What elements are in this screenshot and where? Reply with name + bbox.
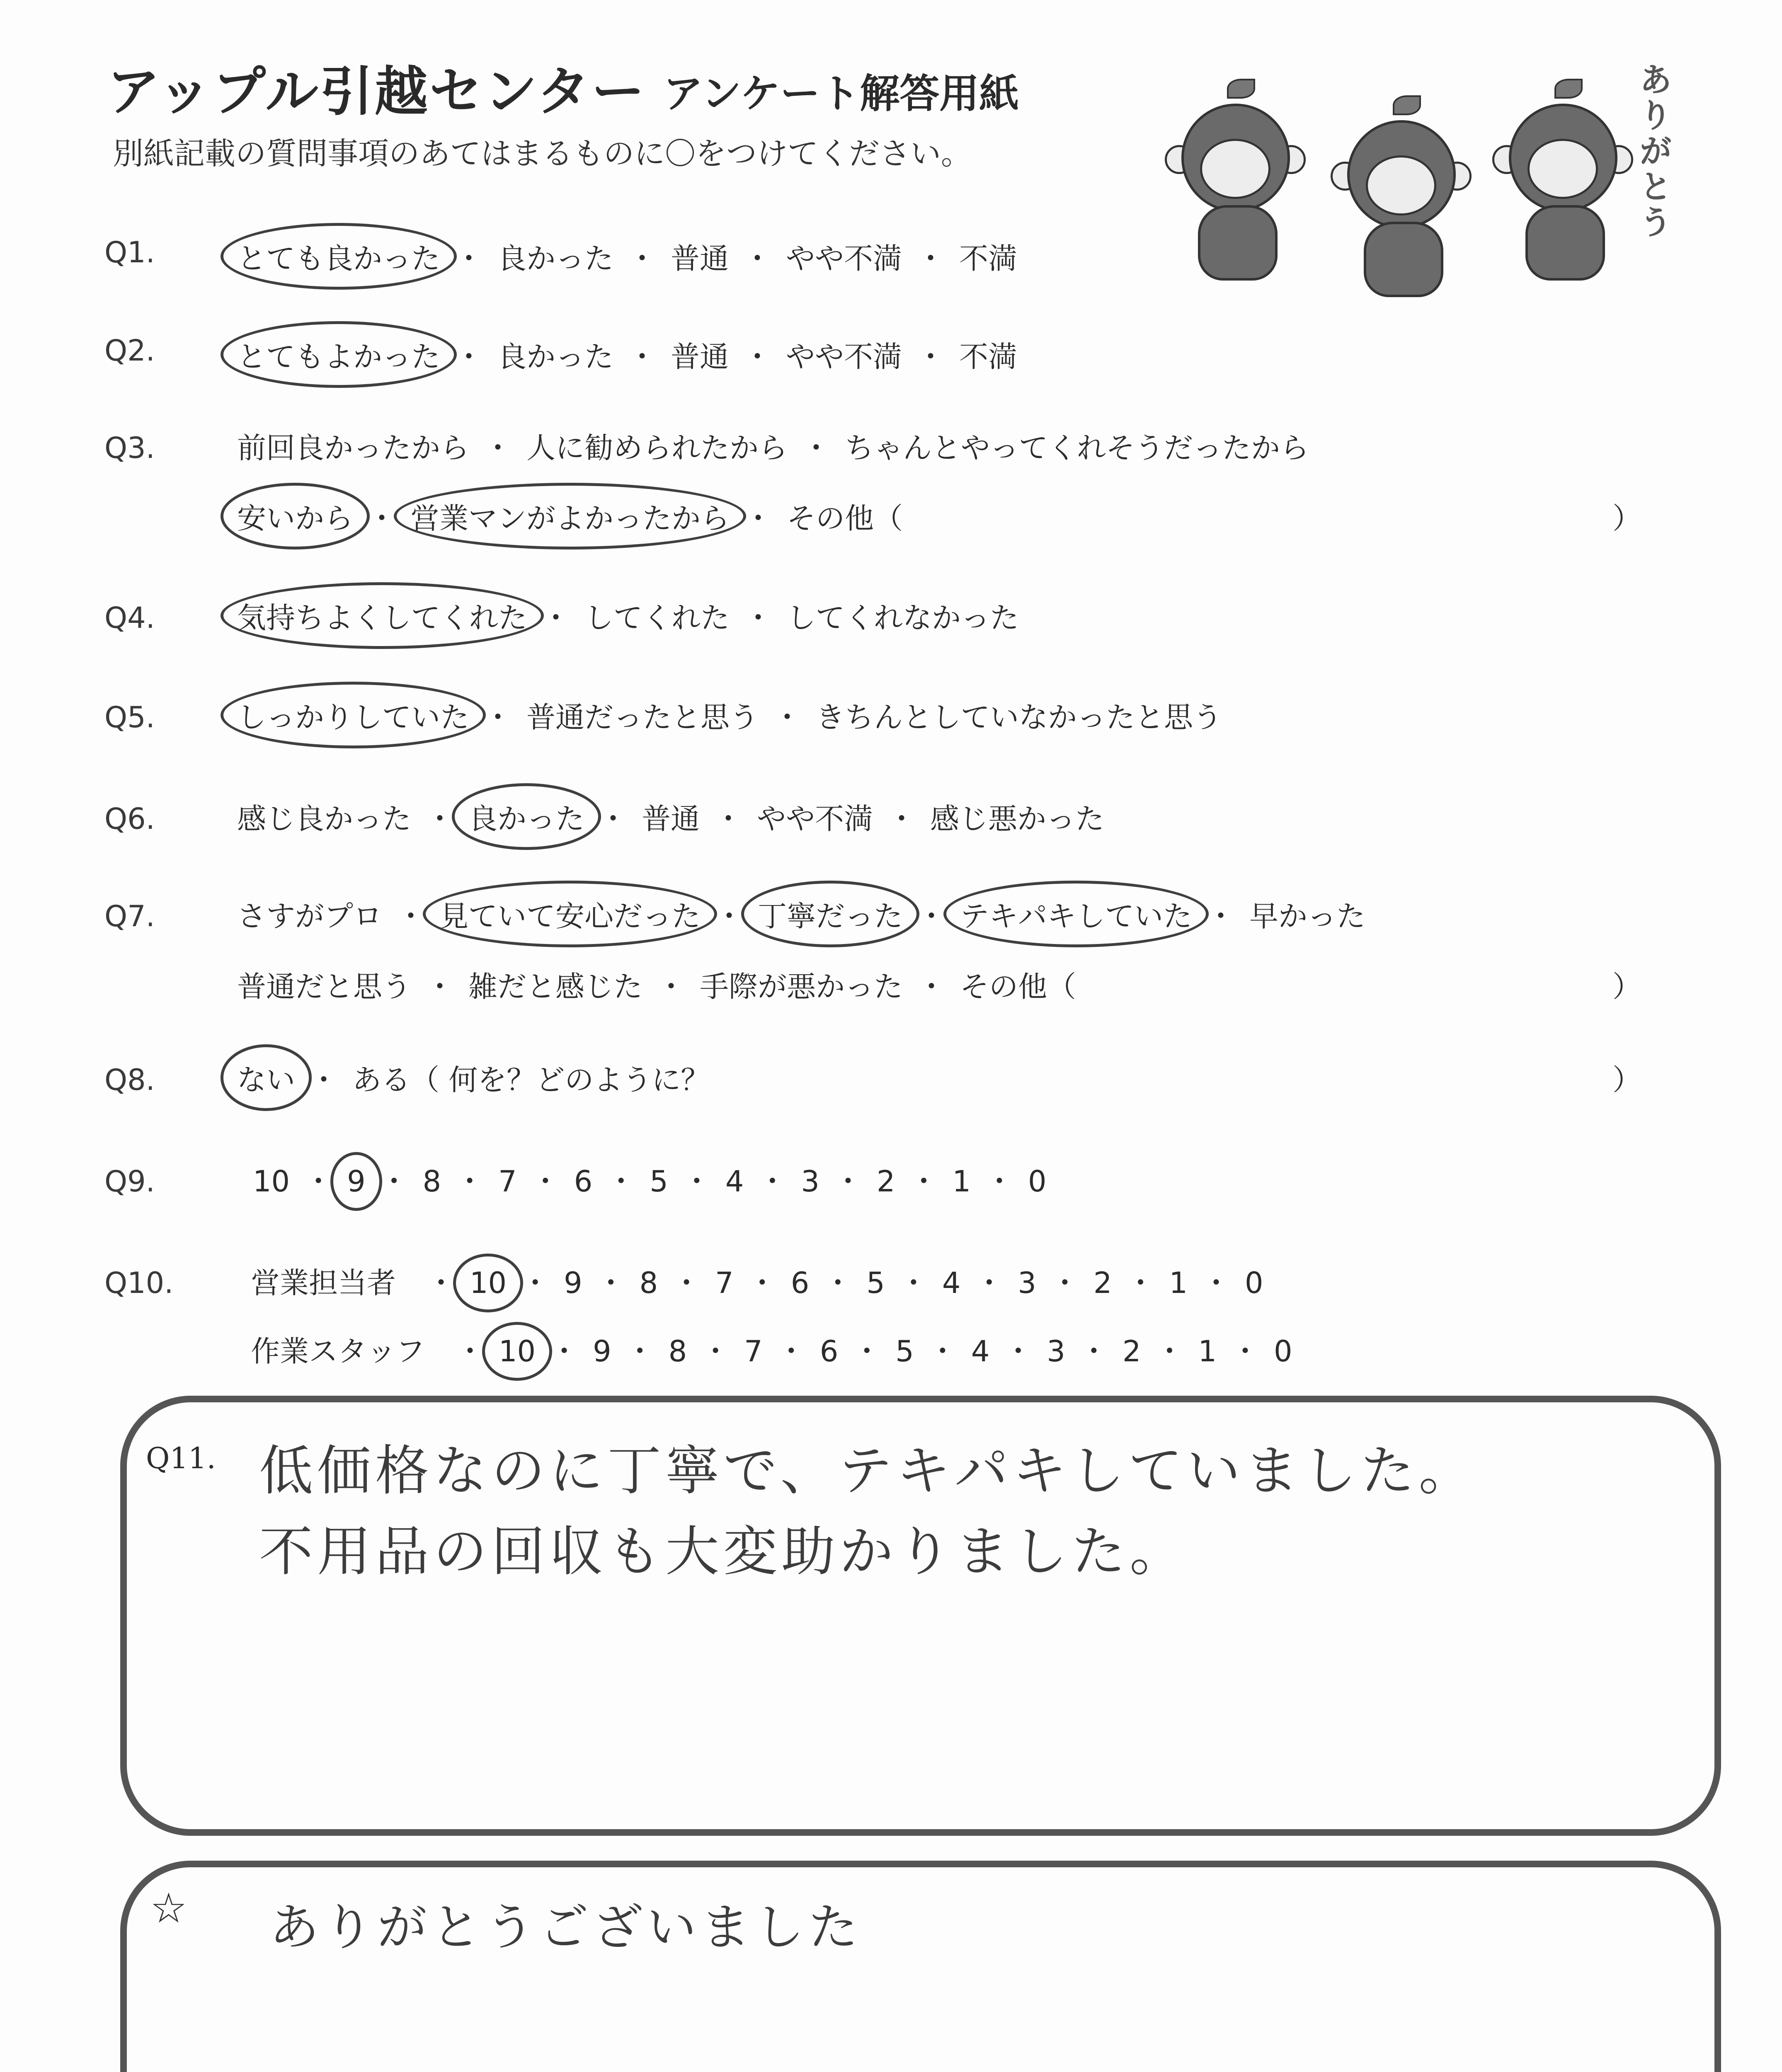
question-label: Q6. <box>104 802 155 836</box>
answer-option[interactable]: 7 <box>715 1266 734 1300</box>
thanks-vertical-text: ありがとう <box>1634 62 1672 240</box>
answer-option[interactable]: 6 <box>819 1334 839 1368</box>
separator-dot: ・ <box>985 1164 1014 1198</box>
answer-option[interactable]: 7 <box>498 1164 517 1198</box>
q11-comment-line-2: 不用品の回収も大変助かりました。 <box>259 1520 1188 1583</box>
answer-option[interactable]: 普通 <box>671 242 729 276</box>
answer-option[interactable]: 4 <box>971 1334 990 1368</box>
answer-option[interactable]: 1 <box>952 1164 971 1198</box>
answer-option[interactable]: 感じ悪かった <box>930 802 1104 836</box>
separator-dot: ・ <box>823 1266 853 1300</box>
separator-dot: ・ <box>773 700 802 734</box>
answer-row <box>237 893 1365 935</box>
separator-dot: ・ <box>628 340 657 374</box>
separator-dot: ・ <box>396 899 425 933</box>
separator-dot: ・ <box>1231 1334 1260 1368</box>
answer-row <box>237 694 1222 736</box>
separator-dot: ・ <box>1155 1334 1184 1368</box>
answer-option[interactable]: 3 <box>1018 1266 1036 1300</box>
answer-row <box>251 1328 1292 1370</box>
answer-row <box>253 1158 1047 1200</box>
answer-option-selected[interactable]: 10 <box>470 1266 507 1300</box>
answer-option-selected[interactable]: 9 <box>347 1164 366 1198</box>
separator-dot: ・ <box>1079 1334 1108 1368</box>
answer-option-selected[interactable]: 見ていて安心だった <box>439 893 701 935</box>
answer-option-selected[interactable]: しっかりしていた <box>237 694 469 736</box>
separator-dot: ・ <box>550 1334 579 1368</box>
answer-option[interactable]: してくれなかった <box>787 601 1019 635</box>
answer-option[interactable]: 不満 <box>959 242 1017 276</box>
answer-option-selected[interactable]: 丁寧だった <box>758 893 903 935</box>
instruction-text: 別紙記載の質問事項のあてはまるものに〇をつけてください。 <box>113 136 972 172</box>
answer-option[interactable]: さすがプロ <box>237 899 382 933</box>
closing-paren: ） <box>1612 501 1641 535</box>
q11-label: Q11. <box>146 1441 216 1475</box>
answer-option[interactable]: 9 <box>593 1334 611 1368</box>
question-label: Q3. <box>104 431 155 465</box>
answer-option[interactable]: 0 <box>1028 1164 1047 1198</box>
separator-dot: ・ <box>454 340 483 374</box>
answer-option[interactable]: 5 <box>895 1334 914 1368</box>
separator-dot: ・ <box>456 1334 485 1368</box>
answer-option[interactable]: 8 <box>668 1334 687 1368</box>
answer-option[interactable]: 2 <box>876 1164 895 1198</box>
separator-dot: ・ <box>802 431 831 465</box>
separator-dot: ・ <box>1206 899 1235 933</box>
separator-dot: ・ <box>744 601 773 635</box>
answer-row <box>237 425 1309 467</box>
answer-option[interactable]: やや不満 <box>786 242 902 276</box>
separator-dot: ・ <box>672 1266 701 1300</box>
answer-option[interactable]: 8 <box>422 1164 441 1198</box>
answer-option[interactable]: 0 <box>1245 1266 1263 1300</box>
answer-option[interactable]: 人に勧められたから <box>526 431 788 465</box>
answer-option[interactable]: その他（ <box>960 970 1076 1004</box>
answer-option[interactable]: 4 <box>942 1266 961 1300</box>
separator-dot: ・ <box>743 340 772 374</box>
answer-option[interactable]: 5 <box>650 1164 668 1198</box>
answer-option[interactable]: 不満 <box>959 340 1017 374</box>
separator-dot: ・ <box>483 431 512 465</box>
answer-option[interactable]: やや不満 <box>786 340 902 374</box>
separator-dot: ・ <box>1202 1266 1231 1300</box>
answer-option[interactable]: 10 <box>253 1164 290 1198</box>
answer-option[interactable]: 前回良かったから <box>237 431 469 465</box>
separator-dot: ・ <box>606 1164 636 1198</box>
separator-dot: ・ <box>425 802 454 836</box>
answer-option[interactable]: 2 <box>1122 1334 1141 1368</box>
separator-dot: ・ <box>833 1164 863 1198</box>
question-label: Q5. <box>104 700 155 734</box>
separator-dot: ・ <box>917 970 946 1004</box>
separator-dot: ・ <box>367 501 396 535</box>
question-label: Q2. <box>104 334 155 368</box>
separator-dot: ・ <box>531 1164 560 1198</box>
answer-option[interactable]: 0 <box>1274 1334 1292 1368</box>
answer-option[interactable]: きちんとしていなかったと思う <box>816 700 1222 734</box>
rating-target-label: 営業担当者 <box>251 1266 396 1300</box>
answer-option[interactable]: 普通 <box>671 340 729 374</box>
separator-dot: ・ <box>425 970 454 1004</box>
separator-dot: ・ <box>714 802 743 836</box>
separator-dot: ・ <box>747 1266 777 1300</box>
answer-option[interactable]: 3 <box>801 1164 819 1198</box>
answer-option[interactable]: 1 <box>1198 1334 1217 1368</box>
separator-dot: ・ <box>427 1266 456 1300</box>
answer-row <box>237 235 1017 277</box>
answer-option[interactable]: 4 <box>725 1164 744 1198</box>
answer-row <box>251 1260 1263 1302</box>
answer-option[interactable]: 普通だと思う <box>237 970 411 1004</box>
answer-option[interactable]: やや不満 <box>757 802 873 836</box>
separator-dot: ・ <box>1050 1266 1079 1300</box>
answer-option[interactable]: その他（ <box>787 501 903 535</box>
separator-dot: ・ <box>657 970 686 1004</box>
question-label: Q4. <box>104 601 155 635</box>
separator-dot: ・ <box>916 340 945 374</box>
rating-target-label: 作業スタッフ <box>251 1334 425 1368</box>
answer-option[interactable]: 雑だと感じた <box>468 970 642 1004</box>
question-label: Q7. <box>104 899 155 933</box>
answer-row <box>237 334 1017 375</box>
answer-option[interactable]: 早かった <box>1249 899 1365 933</box>
separator-dot: ・ <box>715 899 744 933</box>
separator-dot: ・ <box>758 1164 787 1198</box>
answer-option[interactable]: 感じ良かった <box>237 802 411 836</box>
separator-dot: ・ <box>917 899 946 933</box>
separator-dot: ・ <box>701 1334 730 1368</box>
separator-dot: ・ <box>599 802 628 836</box>
answer-option-selected[interactable]: 安いから <box>237 495 353 537</box>
separator-dot: ・ <box>776 1334 806 1368</box>
separator-dot: ・ <box>975 1266 1004 1300</box>
answer-option[interactable]: 1 <box>1169 1266 1188 1300</box>
answer-option[interactable]: ある（ 何を？どのように？ <box>352 1063 710 1097</box>
separator-dot: ・ <box>852 1334 882 1368</box>
answer-row <box>237 796 1104 838</box>
separator-dot: ・ <box>1004 1334 1033 1368</box>
star-icon: ☆ <box>150 1884 187 1932</box>
separator-dot: ・ <box>309 1063 338 1097</box>
answer-option[interactable]: 3 <box>1047 1334 1065 1368</box>
separator-dot: ・ <box>455 1164 485 1198</box>
separator-dot: ・ <box>625 1334 655 1368</box>
separator-dot: ・ <box>541 601 570 635</box>
thank-you-message: ありがとうございました <box>269 1899 862 1956</box>
question-label: Q9. <box>104 1164 155 1198</box>
separator-dot: ・ <box>379 1164 409 1198</box>
q11-comment-line-1: 低価格なのに丁寧で、テキパキしていました。 <box>259 1439 1477 1502</box>
answer-option-selected[interactable]: 営業マンがよかったから <box>410 495 730 537</box>
separator-dot: ・ <box>928 1334 957 1368</box>
answer-option-selected[interactable]: とてもよかった <box>237 334 440 375</box>
separator-dot: ・ <box>1126 1266 1155 1300</box>
brand-name: アップル引越センター <box>107 61 646 123</box>
question-label: Q1. <box>104 235 155 269</box>
answer-option-selected[interactable]: 気持ちよくしてくれた <box>237 595 527 637</box>
answer-option[interactable]: 良かった <box>497 242 613 276</box>
separator-dot: ・ <box>899 1266 928 1300</box>
separator-dot: ・ <box>628 242 657 276</box>
answer-row <box>237 963 1076 1005</box>
answer-option[interactable]: 6 <box>790 1266 810 1300</box>
separator-dot: ・ <box>521 1266 550 1300</box>
separator-dot: ・ <box>744 501 773 535</box>
answer-option[interactable]: してくれた <box>584 601 730 635</box>
answer-option[interactable]: 9 <box>564 1266 582 1300</box>
separator-dot: ・ <box>483 700 512 734</box>
separator-dot: ・ <box>454 242 483 276</box>
separator-dot: ・ <box>304 1164 333 1198</box>
answer-option-selected[interactable]: 10 <box>499 1334 536 1368</box>
question-label: Q10. <box>104 1266 174 1300</box>
closing-paren: ） <box>1612 1063 1641 1097</box>
separator-dot: ・ <box>916 242 945 276</box>
question-label: Q8. <box>104 1063 155 1097</box>
answer-option[interactable]: 良かった <box>497 340 613 374</box>
document-title: アンケート解答用紙 <box>663 70 1019 117</box>
answer-option[interactable]: ちゃんとやってくれそうだったから <box>845 431 1309 465</box>
answer-row <box>237 595 1019 637</box>
answer-option[interactable]: 手際が悪かった <box>700 970 903 1004</box>
separator-dot: ・ <box>682 1164 711 1198</box>
closing-paren: ） <box>1612 970 1641 1004</box>
answer-option[interactable]: 普通だったと思う <box>526 700 759 734</box>
answer-row <box>237 1057 710 1099</box>
answer-option-selected[interactable]: とても良かった <box>237 235 440 277</box>
answer-option-selected[interactable]: テキパキしていた <box>960 893 1192 935</box>
answer-option-selected[interactable]: 良かった <box>468 796 584 838</box>
answer-option[interactable]: 8 <box>639 1266 658 1300</box>
separator-dot: ・ <box>596 1266 626 1300</box>
answer-option[interactable]: 7 <box>744 1334 763 1368</box>
separator-dot: ・ <box>743 242 772 276</box>
answer-option[interactable]: 普通 <box>642 802 700 836</box>
answer-row <box>237 495 903 537</box>
separator-dot: ・ <box>909 1164 938 1198</box>
answer-option[interactable]: 6 <box>574 1164 593 1198</box>
answer-option[interactable]: 5 <box>866 1266 885 1300</box>
answer-option[interactable]: 2 <box>1093 1266 1112 1300</box>
answer-option-selected[interactable]: ない <box>237 1057 295 1099</box>
separator-dot: ・ <box>887 802 916 836</box>
